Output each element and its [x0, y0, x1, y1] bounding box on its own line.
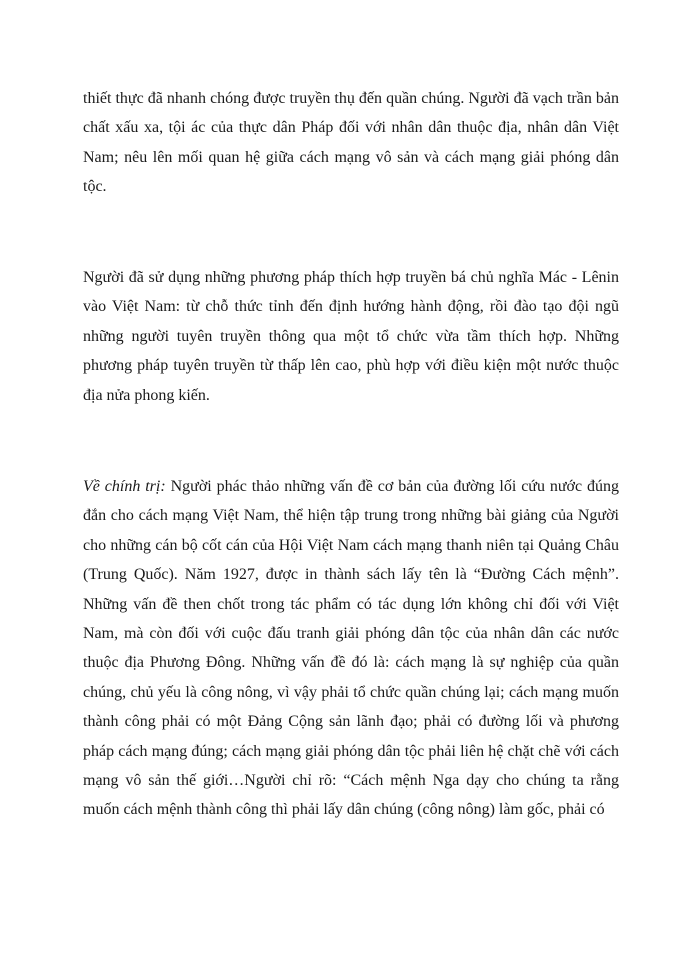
paragraph-3-lead: Về chính trị:	[83, 478, 166, 495]
paragraph-1	[83, 84, 619, 202]
paragraph-3	[83, 472, 619, 825]
paragraph-2	[83, 263, 619, 410]
paragraph-1-text: thiết thực đã nhanh chóng được truyền thụ đến quần chúng. Người đã vạch trần bản chất xấu xa, tội ác của thực dân Pháp đối với nhân dân thuộc địa, nhân dân Việt Nam; nêu lên mối quan hệ giữa cách mạng vô sản và cách mạng giải phóng dân tộc.	[83, 90, 619, 196]
paragraph-2-text: Người đã sử dụng những phương pháp thích hợp truyền bá chủ nghĩa Mác - Lênin vào Việt Nam: từ chỗ thức tỉnh đến định hướng hành động, rồi đào tạo đội ngũ những người tuyên truyền thông qua một tổ chức vừa tầm thích hợp. Những phương pháp tuyên truyền từ thấp lên cao, phù hợp với điều kiện một nước thuộc địa nửa phong kiến.	[83, 269, 619, 404]
paragraph-3-text: Người phác thảo những vấn đề cơ bản của đường lối cứu nước đúng đắn cho cách mạng Việt Nam, thể hiện tập trung trong những bài giảng của Người cho những cán bộ cốt cán của Hội Việt Nam cách mạng thanh niên tại Quảng Châu (Trung Quốc). Năm 1927, được in thành sách lấy tên là “Đường Cách mệnh”. Những vấn đề then chốt trong tác phẩm có tác dụng lớn không chỉ đối với Việt Nam, mà còn đối với cuộc đấu tranh giải phóng dân tộc của nhân dân các nước thuộc địa Phương Đông. Những vấn đề đó là: cách mạng là sự nghiệp của quần chúng, chủ yếu là công nông, vì vậy phải tổ chức quần chúng lại; cách mạng muốn thành công phải có một Đảng Cộng sản lãnh đạo; phải có đường lối và phương pháp cách mạng đúng; cách mạng giải phóng dân tộc phải liên hệ chặt chẽ với cách mạng vô sản thế giới…Người chỉ rõ: “Cách mệnh Nga dạy cho chúng ta rằng muốn cách mệnh thành công thì phải lấy dân chúng (công nông) làm gốc, phải có	[83, 478, 620, 819]
